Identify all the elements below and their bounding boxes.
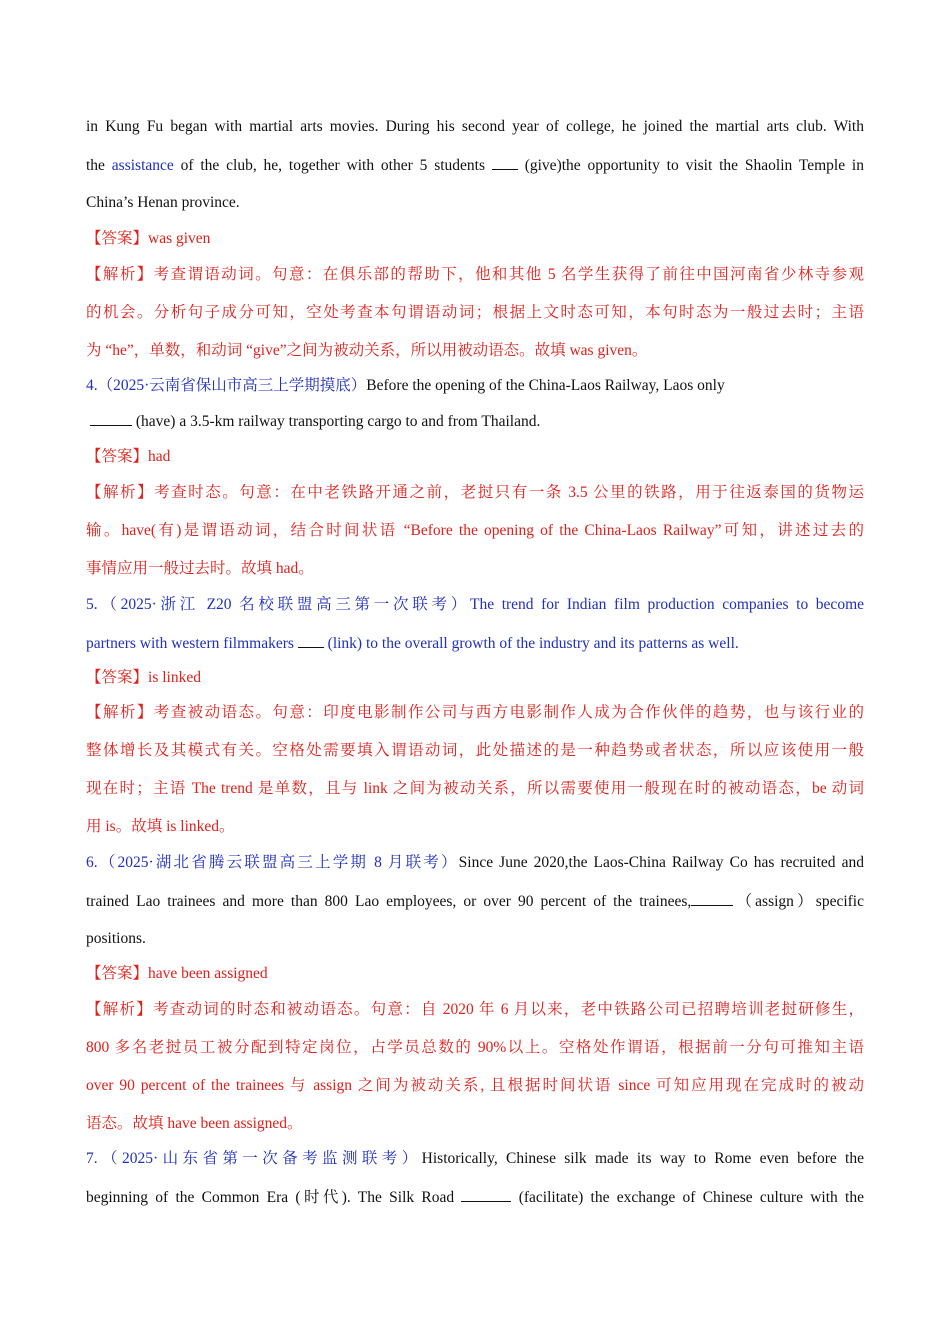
q5-analysis-line-3: 现在时；主语 The trend 是单数，且与 link 之间为被动关系，所以需要使用一般现在时的被动语态，be 动词: [86, 780, 864, 797]
q4-analysis-line-1: 【解析】考查时态。句意：在中老铁路开通之前，老挝只有一条 3.5 公里的铁路，用于往返泰国的货物运: [86, 484, 864, 501]
q6-number: 6.: [86, 854, 98, 871]
answer-blank: [298, 633, 324, 648]
q7-stem-line-1: 7.（2025·山东省第一次备考监测联考）Historically, Chinese silk made its way to Rome even before the: [86, 1150, 864, 1167]
answer-blank: [492, 155, 518, 170]
q6-analysis-line-2: 800 多名老挝员工被分配到特定岗位，占学员总数的 90%以上。空格处作谓语，根据前一分句可推知主语: [86, 1039, 864, 1056]
answer-blank: [691, 891, 733, 906]
q4-analysis-line-3: 事情应用一般过去时。故填 had。: [86, 560, 314, 577]
q6-source: （2025·湖北省腾云联盟高三上学期 8 月联考）: [97, 854, 459, 871]
q3-stem-line-2: the assistance of the club, he, together with other 5 students (give)the opportunity to visit the Shaolin Temple in: [86, 157, 864, 174]
q5-answer: 【答案】is linked: [86, 669, 201, 686]
q5-source: （2025·浙江 Z20 名校联盟高三第一次联考）: [97, 596, 470, 613]
q3-analysis-line-3: 为 “he”，单数，和动词 “give”之间为被动关系，所以用被动语态。故填 was given。: [86, 342, 648, 359]
q6-answer: 【答案】have been assigned: [86, 965, 268, 982]
q4-stem-line-2: (have) a 3.5-km railway transporting cargo to and from Thailand.: [86, 411, 864, 432]
q3-stem-line-3: China’s Henan province.: [86, 194, 240, 211]
q3-answer: 【答案】was given: [86, 230, 211, 247]
q6-analysis-line-4: 语态。故填 have been assigned。: [86, 1115, 303, 1132]
q4-stem-line-1: 4.（2025·云南省保山市高三上学期摸底）Before the opening of the China-Laos Railway, Laos only: [86, 377, 725, 394]
q6-stem-line-3: positions.: [86, 930, 146, 947]
q7-source: （2025·山东省第一次备考监测联考）: [97, 1150, 422, 1167]
answer-blank: [461, 1187, 511, 1202]
assistance-link[interactable]: assistance: [111, 157, 174, 174]
q6-analysis-line-1: 【解析】考查动词的时态和被动语态。句意：自 2020 年 6 月以来，老中铁路公司已招聘培训老挝研修生，: [86, 1001, 864, 1018]
q7-number: 7.: [86, 1150, 98, 1167]
q7-stem-line-2: beginning of the Common Era (时代). The Silk Road (facilitate) the exchange of Chinese culture with the: [86, 1189, 864, 1206]
q5-stem-line-2: partners with western filmmakers (link) to the overall growth of the industry and its patterns as well.: [86, 635, 739, 652]
q5-analysis-line-2: 整体增长及其模式有关。空格处需要填入谓语动词，此处描述的是一种趋势或者状态，所以应该使用一般: [86, 742, 864, 759]
q6-stem-line-1: 6.（2025·湖北省腾云联盟高三上学期 8 月联考）Since June 2020,the Laos-China Railway Co has recruited and: [86, 854, 864, 871]
q4-answer: 【答案】had: [86, 448, 171, 465]
q3-analysis-line-2: 的机会。分析句子成分可知，空处考查本句谓语动词；根据上文时态可知，本句时态为一般过去时；主语: [86, 304, 864, 321]
q5-analysis-line-1: 【解析】考查被动语态。句意：印度电影制作公司与西方电影制作人成为合作伙伴的趋势，也与该行业的: [86, 704, 864, 721]
q4-source: （2025·云南省保山市高三上学期摸底）: [97, 377, 367, 394]
q5-number: 5.: [86, 596, 98, 613]
answer-blank: [90, 411, 132, 426]
q3-analysis-line-1: 【解析】考查谓语动词。句意：在俱乐部的帮助下，他和其他 5 名学生获得了前往中国河南省少林寺参观: [86, 266, 864, 283]
q4-number: 4.: [86, 377, 98, 394]
q5-stem-line-1: 5.（2025·浙江 Z20 名校联盟高三第一次联考）The trend for Indian film production companies to become: [86, 596, 865, 613]
q6-stem-line-2: trained Lao trainees and more than 800 Lao employees, or over 90 percent of the trainees, （assign）specific: [86, 893, 864, 910]
q5-analysis-line-4: 用 is。故填 is linked。: [86, 818, 235, 835]
q4-analysis-line-2: 输。have(有)是谓语动词，结合时间状语 “Before the opening of the China-Laos Railway”可知，讲述过去的: [86, 522, 864, 539]
q3-stem-line-1: in Kung Fu began with martial arts movies. During his second year of college, he joined the martial arts club. With: [86, 118, 864, 135]
q6-analysis-line-3: over 90 percent of the trainees 与 assign 之间为被动关系, 且根据时间状语 since 可知应用现在完成时的被动: [86, 1077, 864, 1094]
